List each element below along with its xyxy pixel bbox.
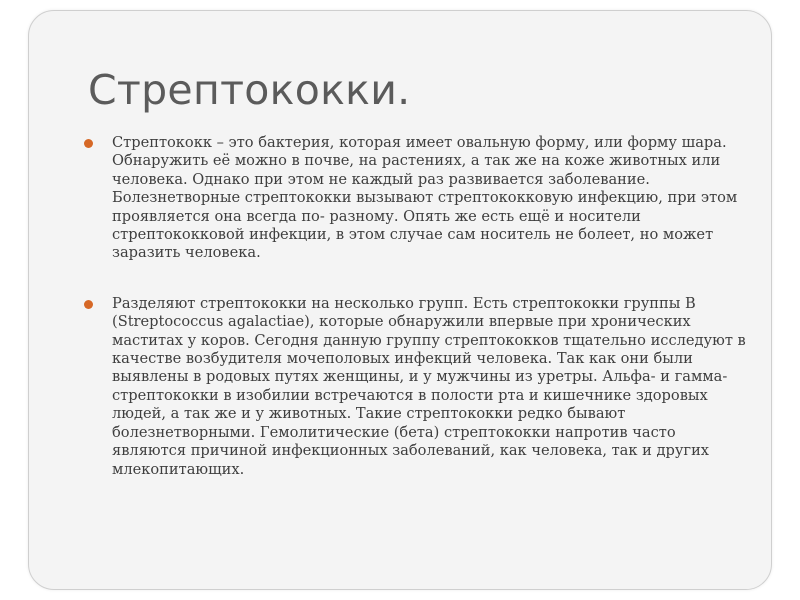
bullet-text: Разделяют стрептококки на несколько групп. Есть стрептококки группы В (Streptococcus agalactiae), которые обнаружили впервые при хронических маститах у коров. Сегодня данную группу стрептококков тщательно исследуют в качестве возбудителя мочеполовых инфекций человека. Так как они были выявлены в родовых путях женщины, и у мужчины из уретры. Альфа- и гамма- стрептококки в изобилии встречаются в полости рта и кишечнике здоровых людей, а так же и у животных. Такие стрептококки редко бывают болезнетворными. Гемолитические (бета) стрептококки напротив часто являются причиной инфекционных заболеваний, как человека, так и других млекопитающих. [112,294,746,478]
bullet-dot-icon [84,139,93,148]
slide-title: Стрептококки. [88,66,411,114]
bullet-dot-icon [84,300,93,309]
bullet-item-1 [82,134,750,263]
bullet-item-2 [82,295,750,479]
bullet-list [82,134,750,479]
bullet-text: Стрептококк – это бактерия, которая имеет овальную форму, или форму шара. Обнаружить её можно в почве, на растениях, а так же на коже животных или человека. Однако при этом не каждый раз развивается заболевание. Болезнетворные стрептококки вызывают стрептококковую инфекцию, при этом проявляется она всегда по- разному. Опять же есть ещё и носители стрептококковой инфекции, в этом случае сам носитель не болеет, но может заразить человека. [112,134,738,262]
